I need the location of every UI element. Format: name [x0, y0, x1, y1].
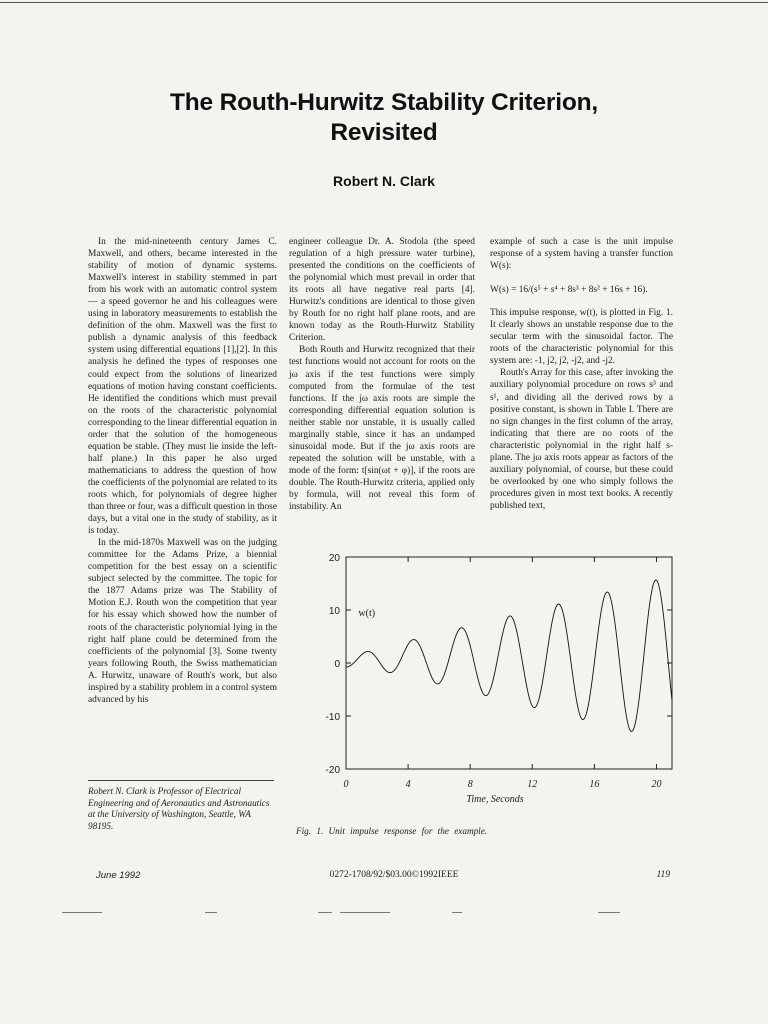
scan-mark: [452, 912, 462, 913]
title-line-1: The Routh-Hurwitz Stability Criterion,: [170, 89, 598, 116]
x-axis-label: Time, Seconds: [466, 794, 524, 805]
y-tick-label: -20: [325, 765, 340, 776]
author-name: Robert N. Clark: [333, 173, 435, 189]
x-tick-label: 8: [467, 779, 473, 790]
col3-paragraph-1: example of such a case is the unit impulse response of a system having a transfer function W(s):: [490, 237, 673, 272]
plot-frame: [346, 557, 672, 769]
y-tick-label: 0: [334, 659, 340, 670]
scan-edge-line: [0, 2, 768, 3]
page-number: 119: [656, 870, 670, 880]
author-footnote: Robert N. Clark is Professor of Electrical Engineering and of Aeronautics and Astronautics at the University of Washington, Seattle, WA 98195.: [88, 786, 270, 831]
figure-1-chart: [296, 549, 676, 824]
y-tick-label: 20: [328, 553, 340, 564]
x-tick-label: 12: [527, 779, 538, 790]
col3-paragraph-2: This impulse response, w(t), is plotted in Fig. 1. It clearly shows an unstable response due to the secular term with the sinusoidal factor. The roots of the characteristic polynomial for this system are: -1, j2, j2, -j2, and -j2.: [490, 308, 673, 367]
col2-paragraph-2: Both Routh and Hurwitz recognized that their test functions would not account for roots on the jω axis if the test functions were simply computed from the formulae of the test functions. If the jω axis roots are simple the corresponding differential equation solution is neither stable nor unstable, it is usually called marginally stable, since it has an undamped sinusoidal mode. But if the jω axis roots are repeated the solution will be unstable, with a mode of the form: t[sin(ωt + φ)], if the roots are double. The Routh-Hurwitz criteria, applied only by formula, will not reveal this form of instability. An: [289, 345, 475, 513]
article-title: [120, 88, 648, 148]
col1-paragraph-2: In the mid-1870s Maxwell was on the judging committee for the Adams Prize, a biennial competition for the best essay on a scientific subject selected by the committee. The topic for the 1877 Adams prize was The Stability of Motion E.J. Routh won the competition that year for his essay which showed how the number of roots of the characteristic polynomial lying in the right half plane could be determined from the coefficients of the polynomial [3]. Some twenty years following Routh, the Swiss mathematician A. Hurwitz, unaware of Routh's work, but also inspired by a stability problem in a control system advanced by his: [88, 538, 277, 705]
x-tick-label: 4: [405, 779, 411, 790]
issue-date: June 1992: [96, 870, 141, 881]
figure-caption: Fig. 1. Unit impulse response for the example.: [296, 826, 488, 836]
scan-mark: [318, 912, 332, 913]
column-2: [289, 236, 475, 513]
col3-paragraph-3: Routh's Array for this case, after invoking the auxiliary polynomial procedure on rows s³ and s¹, and dividing all the derived rows by a positive constant, is shown in Table I. There are no sign changes in the first column of the array, indicating that there are no roots of the characteristic polynomial in the right half s-plane. The jω axis roots appear as factors of the auxiliary polynomial, of course, but these could be overlooked by one who simply follows the procedures given in most text books. A recently published text,: [490, 368, 673, 511]
impulse-response-plot: [296, 549, 676, 824]
scan-mark: [340, 912, 390, 913]
column-3: [490, 236, 673, 512]
title-line-2: Revisited: [330, 119, 438, 146]
y-tick-label: 10: [328, 606, 340, 617]
col2-paragraph-1: engineer colleague Dr. A. Stodola (the speed regulation of a high pressure water turbine), presented the conditions on the coefficients of the polynomial which must prevail in order that its roots all have negative real parts [4]. Hurwitz's conditions are identical to those given by Routh for no right half plane roots, and are known today as the Routh-Hurwitz Stability Criterion.: [289, 237, 475, 344]
y-tick-label: -10: [325, 712, 340, 723]
transfer-function-equation: W(s) = 16/(s⁵ + s⁴ + 8s³ + 8s² + 16s + 16).: [490, 285, 648, 296]
footnote-rule: [88, 780, 274, 781]
x-tick-label: 0: [343, 779, 349, 790]
x-tick-label: 16: [589, 779, 600, 790]
copyright-code: 0272-1708/92/$03.00©1992IEEE: [329, 870, 459, 880]
scan-mark: [205, 912, 217, 913]
col1-paragraph-1: In the mid-nineteenth century James C. Maxwell, and others, became interested in the stability of motion of dynamic systems. Maxwell's interest in stability stemmed in part from his work with an automatic control system — a speed governor he and his colleagues were using in laboratory measurements to establish the definition of the ohm. Maxwell was the first to publish a dynamic analysis of this feedback system using differential equations [1],[2]. In this analysis he defined the types of responses one could expect from the solutions of linearized equations of motion having constant coefficients. He identified the conditions which must prevail on the roots of the characteristic polynomial corresponding to the linear differential equation in order that the solution of the homogeneous equation be stable. (They must lie inside the left-half plane.) In this paper he also urged mathematicians to address the question of how the coefficients of the polynomial are related to its roots which, for polynomials of degree higher than three or four, was a difficult question in those days, but a vital one in the study of stability, as it is today.: [88, 237, 277, 537]
scan-mark: [62, 912, 102, 913]
series-label: w(t): [358, 607, 376, 619]
scan-mark: [598, 912, 620, 913]
column-1: [88, 236, 277, 706]
x-tick-label: 20: [651, 779, 662, 790]
impulse-response-curve: [346, 580, 672, 731]
